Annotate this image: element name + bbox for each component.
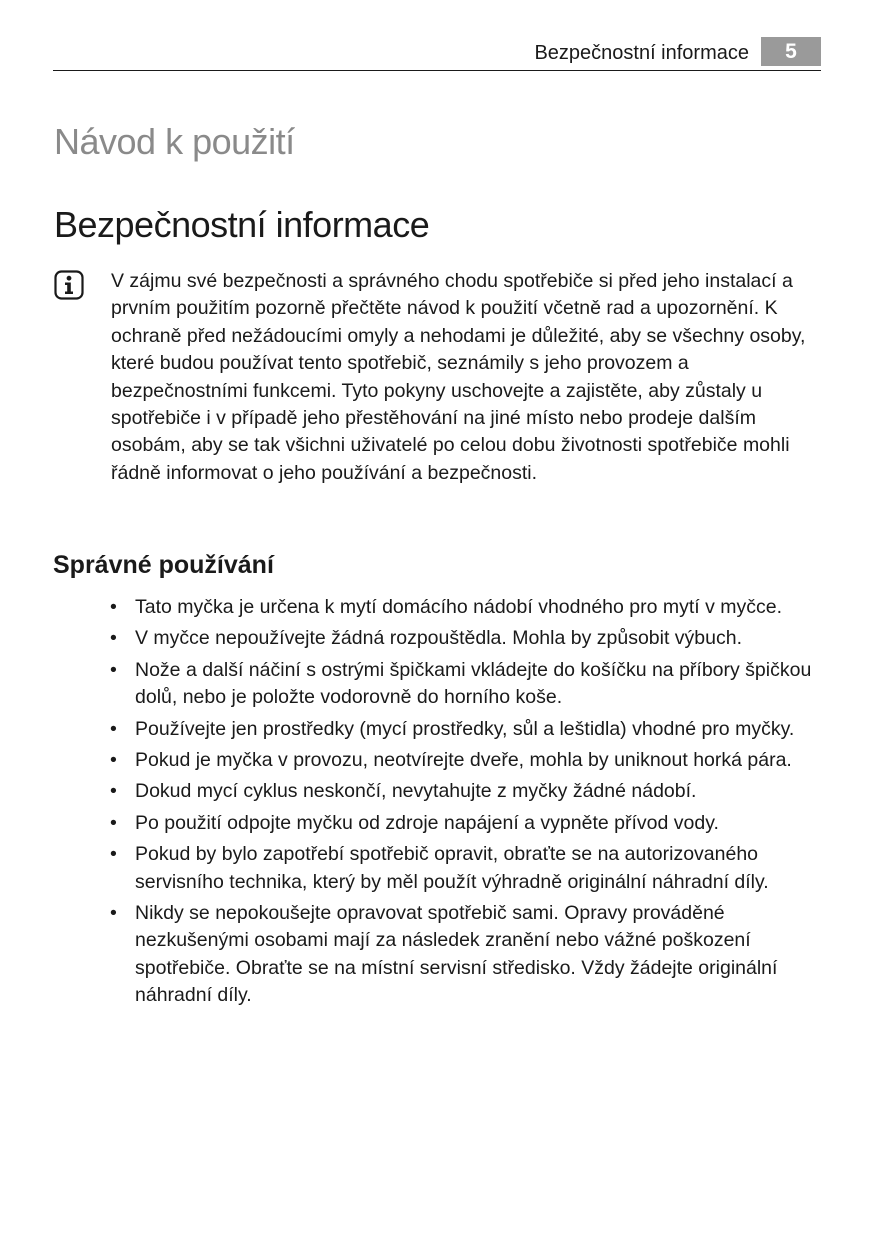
list-item-text: V myčce nepoužívejte žádná rozpouštědla. Mohla by způsobit výbuch. (135, 627, 743, 650)
list-item (110, 810, 823, 837)
document-title: Návod k použití (54, 121, 295, 162)
list-item (110, 900, 823, 1010)
bullet: • (110, 596, 117, 618)
correct-use-list (110, 594, 823, 1014)
list-item (110, 657, 823, 712)
bullet: • (110, 658, 117, 681)
list-item (110, 778, 823, 805)
bullet: • (110, 843, 117, 866)
bullet: • (110, 811, 117, 834)
bullet: • (110, 902, 117, 925)
header-title: Bezpečnostní informace (534, 42, 749, 64)
list-item (110, 625, 823, 652)
info-icon (54, 270, 84, 300)
list-item-text: Tato myčka je určena k mytí domácího nádobí vhodného pro mytí v myčce. (135, 596, 783, 618)
bullet: • (110, 717, 117, 740)
page-number: 5 (761, 37, 821, 66)
page-header (53, 37, 821, 71)
list-item-text: Nikdy se nepokoušejte opravovat spotřebič sami. Opravy prováděné nezkušenými osobami mají za následek zranění nebo vážné poškození spotřebiče. Obraťte se na místní servisní středisko. Vždy žádejte originální náhradní díly. (135, 902, 778, 1007)
bullet: • (110, 780, 117, 803)
list-item-text: Pokud je myčka v provozu, neotvírejte dveře, mohla by uniknout horká pára. (135, 749, 792, 772)
list-item (110, 716, 823, 743)
list-item (110, 841, 823, 896)
section-title: Bezpečnostní informace (54, 204, 430, 245)
correct-use-title: Správné používání (53, 551, 274, 579)
list-item (110, 747, 823, 774)
list-item-text: Dokud mycí cyklus neskončí, nevytahujte z myčky žádné nádobí. (135, 780, 697, 803)
list-item-text: Po použití odpojte myčku od zdroje napájení a vypněte přívod vody. (135, 811, 719, 834)
list-item (110, 594, 823, 621)
list-item-text: Pokud by bylo zapotřebí spotřebič opravit, obraťte se na autorizovaného servisního technika, který by měl použít výhradně originální náhradní díly. (135, 843, 769, 893)
bullet: • (110, 749, 117, 772)
list-item-text: Nože a další náčiní s ostrými špičkami vkládejte do košíčku na příbory špičkou dolů, nebo je položte vodorovně do horního koše. (135, 658, 812, 709)
intro-text: V zájmu své bezpečnosti a správného chodu spotřebiče si před jeho instalací a prvním použitím pozorně přečtěte návod k použití včetně rad a upozornění. K ochraně před nežádoucími omyly a nehodami je důležité, aby se všechny osoby, které budou používat tento spotřebič, seznámily s jeho provozem a bezpečnostními funkcemi. Tyto pokyny uschovejte a zajistěte, aby zůstaly u spotřebiče i v případě jeho přestěhování na jiné místo nebo prodeje dalším osobám, aby se tak všichni uživatelé po celou dobu životnosti spotřebiče mohli řádně informovat o jeho používání a bezpečnosti. (111, 270, 806, 484)
list-item-text: Používejte jen prostředky (mycí prostředky, sůl a leštidla) vhodné pro myčky. (135, 717, 795, 740)
bullet: • (110, 627, 117, 650)
info-icon-graphic (54, 270, 84, 300)
